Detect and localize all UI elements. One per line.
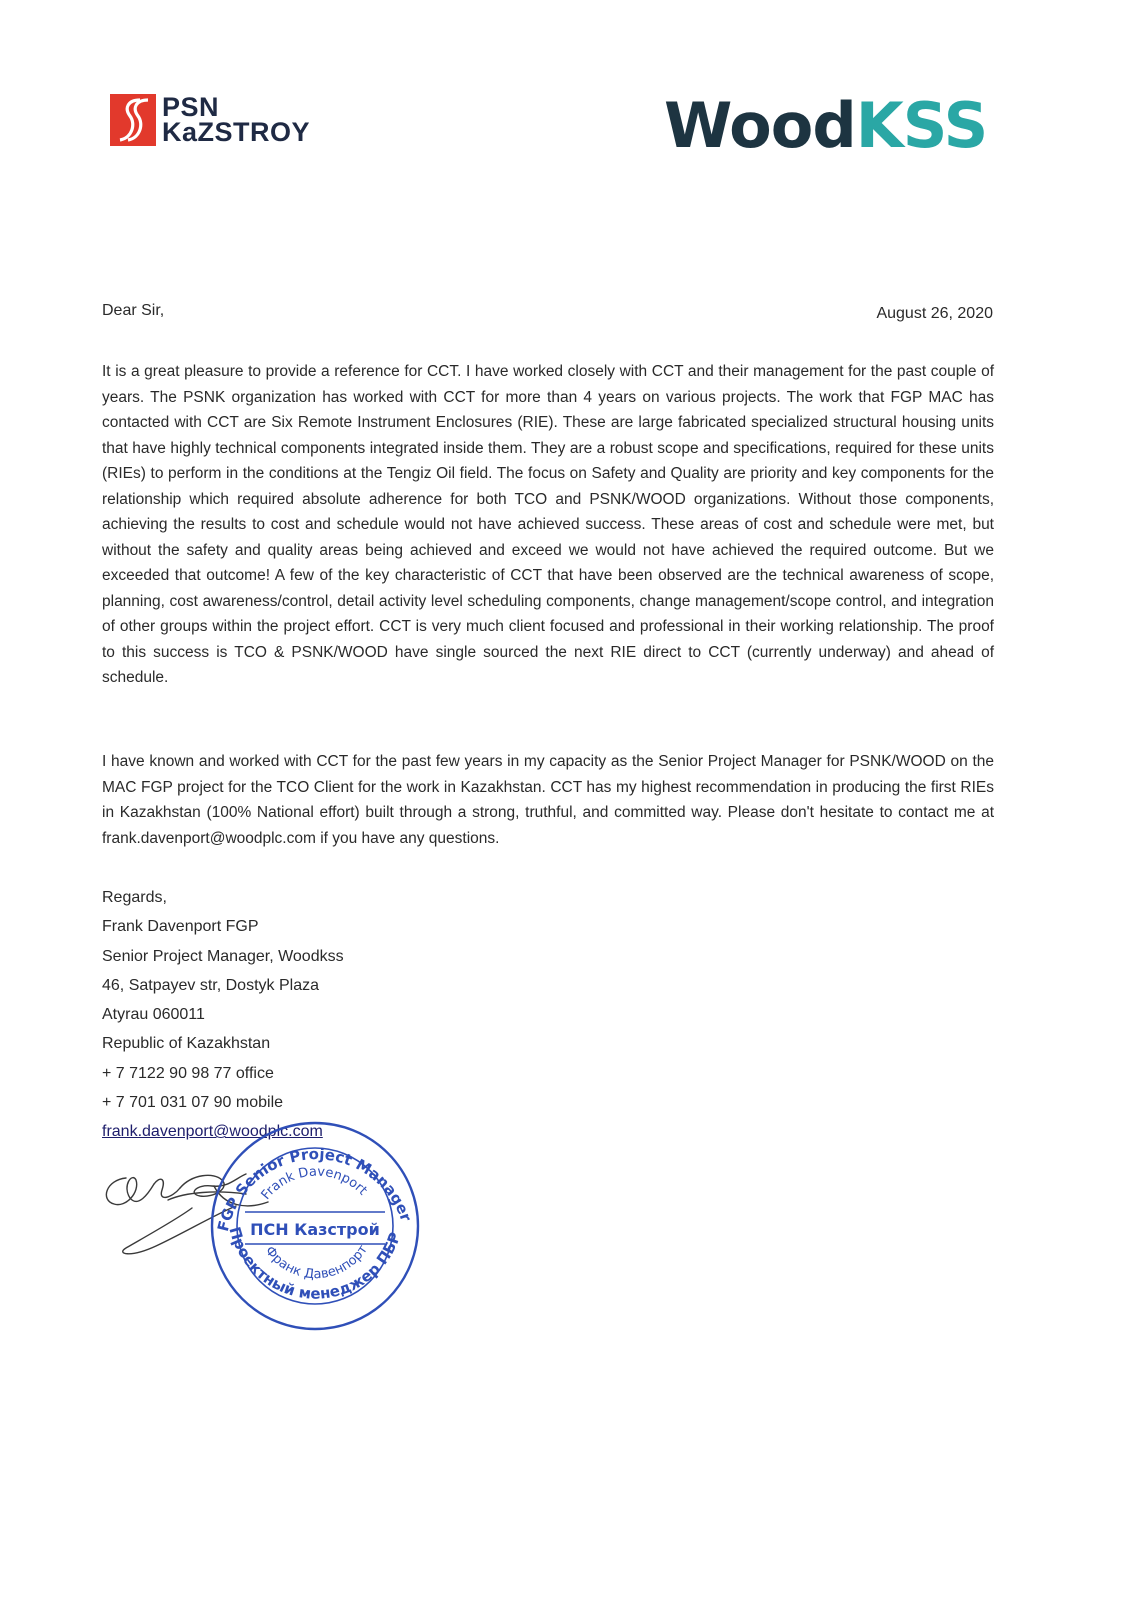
stamp-outer-top-text: FGP Senior Project Manager	[213, 1145, 416, 1234]
body-paragraph-1: It is a great pleasure to provide a reference for CCT. I have worked closely with CCT and their management for the past couple of years. The PSNK organization has worked with CCT for more than 4 years on various projects. The work that FGP MAC has contacted with CCT are Six Remote Instrument Enclosures (RIE). These are large fabricated specialized structural housing units that have highly technical components integrated inside them. They are a robust scope and specifications, required for these units (RIEs) to perform in the conditions at the Tengiz Oil field. The focus on Safety and Quality are priority and key components for the relationship which required absolute adherence for both TCO and PSNK/WOOD organizations. Without those components, achieving the results to cost and schedule would not have achieved success. These areas of cost and schedule were met, but without the safety and quality areas being achieved and exceed we would not have achieved the required outcome. But we exceeded that outcome! A few of the key characteristic of CCT that have been observed are the technical awareness of scope, planning, cost awareness/control, detail activity level scheduling components, change management/scope control, and integration of other groups within the project effort. CCT is very much client focused and professional in their working relationship. The proof to this success is TCO & PSNK/WOOD have single sourced the next RIE direct to CCT (currently underway) and ahead of schedule.	[102, 363, 994, 686]
email-link[interactable]: frank.davenport@woodplc.com	[102, 1123, 323, 1141]
phone-mobile: + 7 701 031 07 90 mobile	[102, 1094, 284, 1112]
letter-date: August 26, 2020	[876, 305, 993, 322]
company-stamp	[205, 1116, 425, 1336]
woodkss-logo-kss: KSS	[855, 89, 988, 162]
psn-kazstroy-logo	[110, 94, 310, 146]
body-paragraph-2: I have known and worked with CCT for the past few years in my capacity as the Senior Project Manager for PSNK/WOOD on the MAC FGP project for the TCO Client for the work in Kazakhstan. CCT has my highest recommendation in producing the first RIEs in Kazakhstan (100% National effort) built through a strong, truthful, and committed way. Please don't hesitate to contact me at frank.davenport@woodplc.com if you have any questions.	[102, 753, 994, 847]
stamp-outer-bottom-text: Проектный менеджер ПБР	[225, 1224, 405, 1303]
psn-logo-line1: PSN	[162, 92, 220, 122]
psn-logo-mark-icon	[110, 94, 156, 146]
stamp-center-text: ПСН Казстрой	[250, 1220, 380, 1239]
psn-logo-line2: KaZSTROY	[162, 117, 311, 147]
phone-office: + 7 7122 90 98 77 office	[102, 1064, 274, 1082]
closing-block	[102, 883, 344, 1147]
salutation: Dear Sir,	[102, 302, 165, 319]
woodkss-logo	[664, 86, 987, 166]
psn-logo-text	[162, 92, 311, 147]
stamp-inner-top-text: Frank Davenport	[258, 1164, 370, 1203]
woodkss-logo-wood: Wood	[664, 89, 856, 162]
address-country: Republic of Kazakhstan	[102, 1035, 271, 1053]
address-line-1: 46, Satpayev str, Dostyk Plaza	[102, 976, 319, 994]
address-line-2: Atyrau 060011	[102, 1006, 205, 1024]
sender-name: Frank Davenport FGP	[102, 918, 259, 936]
stamp-inner-bottom-text: Франк Давенпорт	[261, 1242, 371, 1283]
sender-title: Senior Project Manager, Woodkss	[102, 947, 344, 965]
closing-regards: Regards,	[102, 889, 167, 906]
